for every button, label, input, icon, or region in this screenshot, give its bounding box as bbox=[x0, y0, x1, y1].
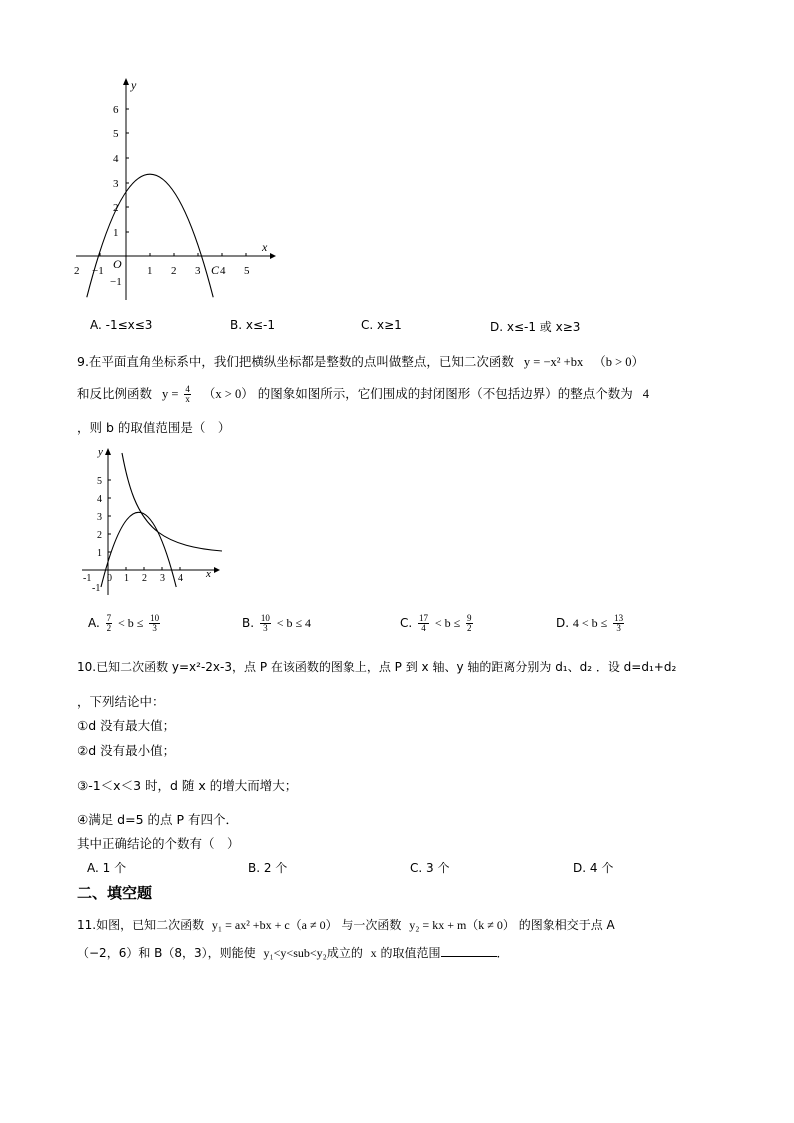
q10-statement-2: ②d 没有最小值； bbox=[77, 743, 176, 758]
neg-y-label: -1 bbox=[92, 583, 101, 594]
q9-option-d[interactable]: D. 4 < b ≤ $\frac{13}{3}$ bbox=[556, 613, 624, 633]
x-tick-label: 2 bbox=[142, 573, 147, 584]
x-tick-label: 3 bbox=[195, 265, 201, 277]
x-tick-label: −1 bbox=[92, 265, 104, 277]
y-tick-label: −1 bbox=[110, 276, 122, 288]
x-axis-arrow bbox=[270, 253, 276, 259]
q10-statement-3: ③-1＜x＜3 时，d 随 x 的增大而增大； bbox=[77, 778, 298, 793]
x-tick-label: 1 bbox=[124, 573, 129, 584]
q9-option-c[interactable]: C. $\frac{17}{4}$ < b ≤ $\frac{9}{2}$ bbox=[400, 613, 472, 633]
axis-x-label: x bbox=[262, 240, 268, 254]
q8-option-a[interactable]: A. -1≤x≤3 bbox=[90, 318, 153, 332]
y-tick-label: 4 bbox=[97, 494, 102, 505]
y-axis-arrow bbox=[123, 78, 129, 85]
y-tick-label: 6 bbox=[113, 104, 119, 116]
q8-option-c[interactable]: C. x≥1 bbox=[361, 318, 402, 332]
q10-line-2: ，下列结论中： bbox=[77, 694, 165, 709]
y-tick-label: 5 bbox=[97, 476, 102, 487]
y-tick-label: 3 bbox=[113, 178, 119, 190]
x-tick-label: 5 bbox=[244, 265, 250, 277]
q10-statement-1: ①d 没有最大值； bbox=[77, 718, 176, 733]
q9-option-a[interactable]: A. $\frac{7}{2}$ < b ≤ $\frac{10}{3}$ bbox=[88, 613, 160, 633]
y-tick-label: 1 bbox=[113, 227, 119, 239]
q9-line-2: 和反比例函数 y = $\frac{4}{x}$ （x > 0） 的图象如图所示，它们围成的封闭图形（不包括边界）的整点个数为 4 bbox=[77, 384, 649, 404]
answer-blank[interactable] bbox=[441, 944, 497, 957]
x-tick-label: 1 bbox=[147, 265, 153, 277]
x-tick-label: 4 bbox=[178, 573, 183, 584]
origin-label: O bbox=[113, 257, 122, 271]
y-tick-label: 1 bbox=[97, 548, 102, 559]
x-axis-arrow bbox=[214, 567, 220, 573]
x-tick-label: -1 bbox=[83, 573, 92, 584]
q10-option-b[interactable]: B. 2 个 bbox=[248, 861, 288, 875]
q10-option-c[interactable]: C. 3 个 bbox=[410, 861, 450, 875]
y-axis-arrow bbox=[105, 448, 111, 455]
x-tick-label: 2 bbox=[74, 265, 80, 277]
axis-y-label: y bbox=[131, 78, 137, 92]
y-tick-label: 2 bbox=[113, 202, 119, 214]
q11-line-2: （−2，6）和 B（8，3），则能使 y₁<y<sub<y₂成立的 x 的取值范围 ． bbox=[77, 946, 509, 960]
q8-option-b[interactable]: B. x≤-1 bbox=[230, 318, 275, 332]
q9-line-1: 9.在平面直角坐标系中，我们把横纵坐标都是整数的点叫做整点，已知二次函数 y = −x² +bx （b > 0） bbox=[77, 354, 644, 369]
q10-line-1: 10.已知二次函数 y=x²-2x-3，点 P 在该函数的图象上，点 P 到 x 轴、y 轴的距离分别为 d₁、d₂ ．设 d=d₁+d₂ bbox=[77, 660, 677, 674]
q8-option-d[interactable]: D. x≤-1 或 x≥3 bbox=[490, 320, 581, 334]
parabola-hyperbola-graph bbox=[78, 445, 228, 600]
x-tick-label: 4 bbox=[220, 265, 226, 277]
point-c-label: C bbox=[211, 263, 220, 277]
q10-question: 其中正确结论的个数有（ ） bbox=[77, 836, 240, 851]
section-heading: 二、填空题 bbox=[77, 884, 153, 902]
q11-line-1: 11.如图，已知二次函数 y₁ = ax² +bx + c（a ≠ 0） 与一次函数 y₂ = kx + m（k ≠ 0） 的图象相交于点 A bbox=[77, 918, 615, 932]
x-tick-label: 2 bbox=[171, 265, 177, 277]
parabola-graph bbox=[70, 75, 280, 305]
y-tick-label: 3 bbox=[97, 512, 102, 523]
y-tick-label: 5 bbox=[113, 128, 119, 140]
axis-x-label: x bbox=[206, 568, 211, 580]
q10-option-d[interactable]: D. 4 个 bbox=[573, 861, 614, 875]
q10-option-a[interactable]: A. 1 个 bbox=[87, 861, 127, 875]
y-tick-label: 2 bbox=[97, 530, 102, 541]
x-tick-label: 0 bbox=[107, 573, 112, 584]
y-tick-label: 4 bbox=[113, 153, 119, 165]
axis-y-label: y bbox=[98, 446, 103, 458]
q9-option-b[interactable]: B. $\frac{10}{3}$ < b ≤ 4 bbox=[242, 613, 312, 633]
q9-line-3: ，则 b 的取值范围是（ ） bbox=[77, 420, 231, 435]
parabola-curve bbox=[87, 174, 213, 297]
q10-statement-4: ④满足 d=5 的点 P 有四个． bbox=[77, 812, 238, 827]
x-tick-label: 3 bbox=[160, 573, 165, 584]
hyperbola-curve bbox=[122, 453, 222, 551]
